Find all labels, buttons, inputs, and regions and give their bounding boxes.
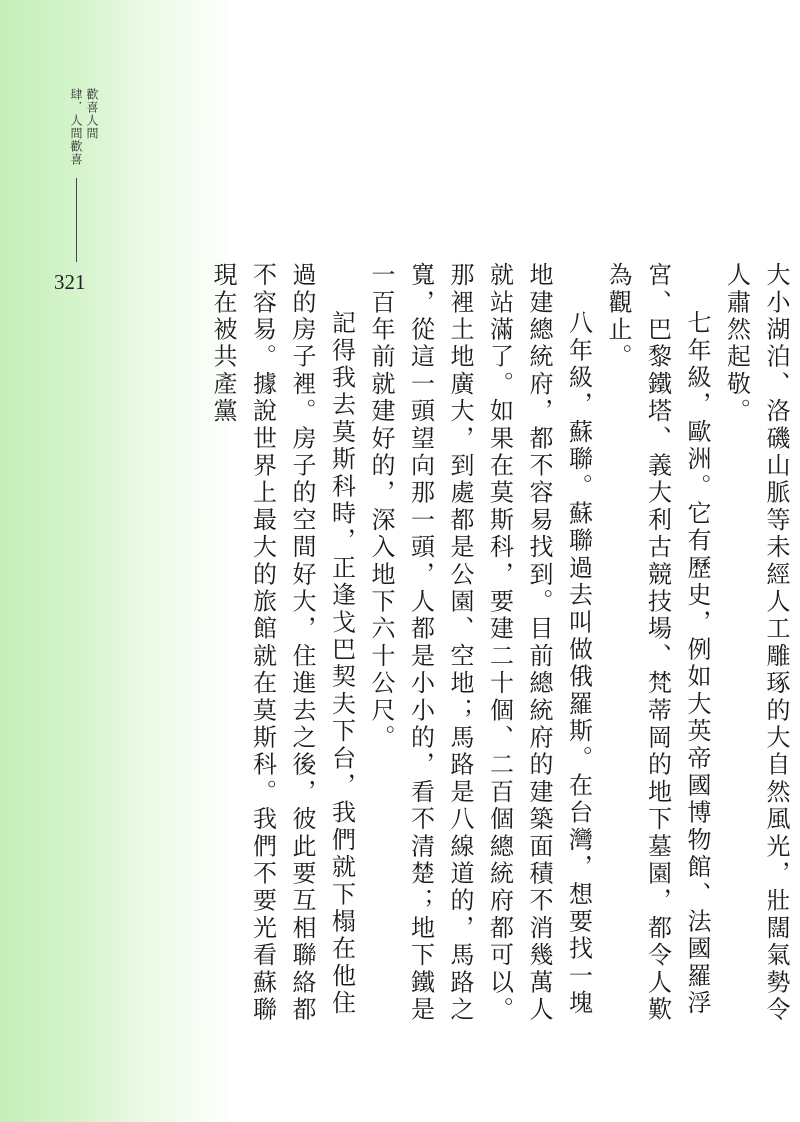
book-title: 歡喜人間 (85, 88, 99, 140)
page-number: 321 (54, 270, 86, 294)
paragraph-3: 八年級，蘇聯。蘇聯過去叫做俄羅斯。在台灣，想要找一塊地建總統府，都不容易找到。目前總統府的建築面積不消幾萬人就站滿了。如果在莫斯科，要建二十個、二百個總統府都可以。那裡土地廣大，到處都是公園、空地；馬路是八線道的，馬路之寬，從這一頭望向那一頭，人都是小小的，看不清楚；地下鐵是一百年前就建好的，深入地下六十公尺。 (367, 262, 593, 1024)
paragraph-2: 七年級，歐洲。它有歷史，例如大英帝國博物館、法國羅浮宮、巴黎鐵塔、義大利古競技場、梵蒂岡的地下墓園，都令人歎為觀止。 (604, 262, 711, 1024)
paragraph-4: 記得我去莫斯科時，正逢戈巴契夫下台，我們就下榻在他住過的房子裡。房子的空間好大，住進去之後，彼此要互相聯絡都不容易。據說世界上最大的旅館就在莫斯科。我們不要光看蘇聯現在被共產黨 (209, 262, 356, 1024)
running-header (50, 88, 100, 258)
header-divider (76, 178, 77, 262)
body-text (160, 262, 795, 1042)
chapter-title: 肆．人間歡喜 (69, 88, 83, 166)
paragraph-1: 大小湖泊、洛磯山脈等未經人工雕琢的大自然風光，壯闊氣勢令人肅然起敬。 (722, 262, 790, 1024)
